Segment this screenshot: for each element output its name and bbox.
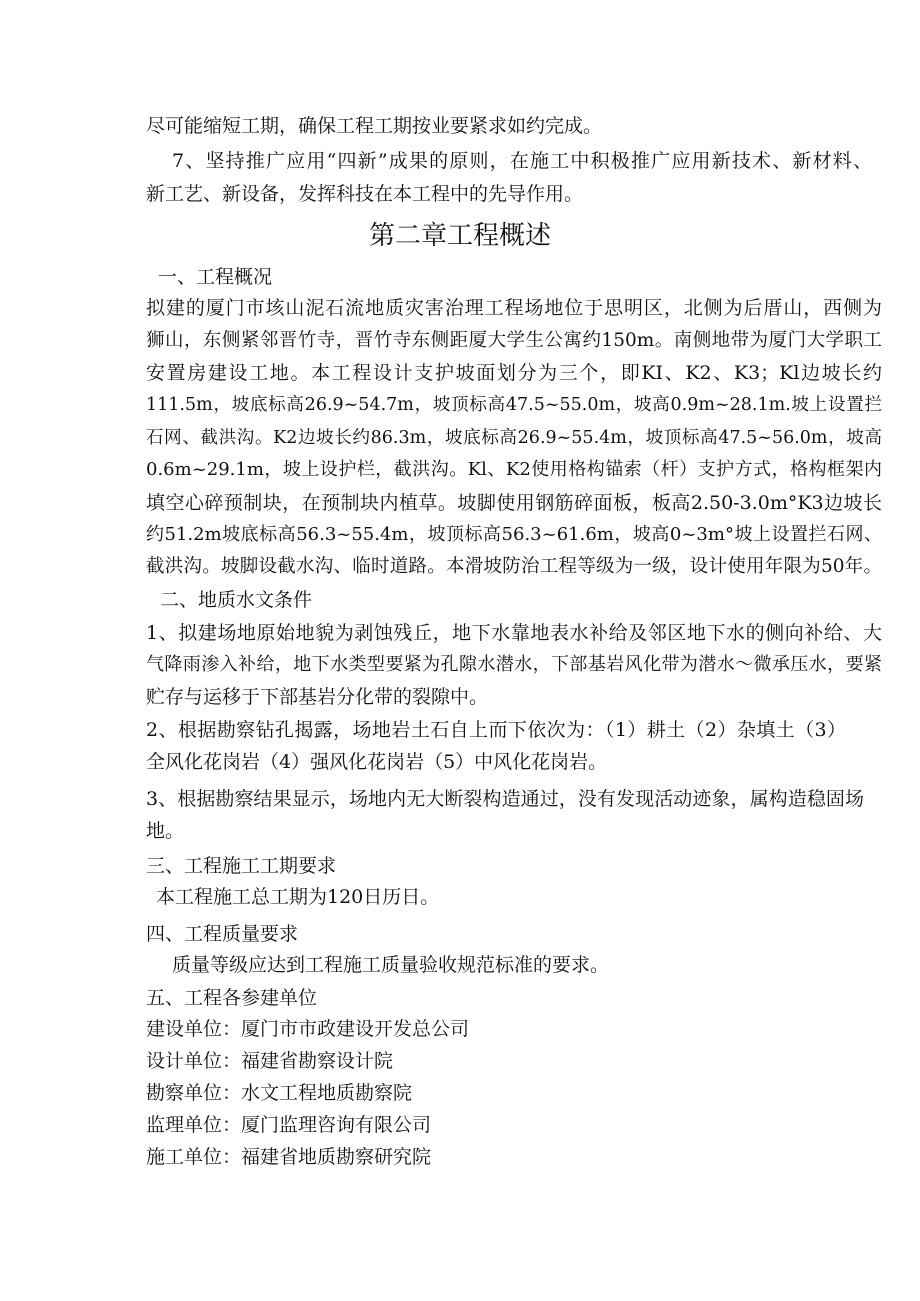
participant-contractor: 施工单位：福建省地质勘察研究院 — [146, 1146, 432, 1168]
section-heading-participants: 五、工程各参建单位 — [146, 987, 318, 1009]
geology-line-5: 全风化花岗岩（4）强风化花岗岩（5）中风化花岗岩。 — [146, 751, 608, 773]
participant-designer: 设计单位：福建省勘察设计院 — [146, 1050, 394, 1072]
section-heading-quality: 四、工程质量要求 — [146, 923, 299, 945]
quality-text: 质量等级应达到工程施工质量验收规范标准的要求。 — [172, 954, 610, 976]
geology-line-7: 地。 — [146, 820, 185, 842]
section-heading-geology: 二、地质水文条件 — [160, 589, 313, 611]
overview-line-5: 石网、截洪沟。K2边坡长约86.3m，坡底标高26.9~55.4m，坡顶标高47.5~56.0m，坡高 — [146, 428, 882, 448]
intro-line-3: 新工艺、新设备，发挥科技在本工程中的先导作用。 — [146, 183, 584, 205]
participant-owner: 建设单位：厦门市市政建设开发总公司 — [146, 1018, 470, 1040]
overview-line-6: 0.6m~29.1m，坡上设护栏，截洪沟。Kl、K2使用格构锚索（杆）支护方式，格构框架内 — [146, 459, 882, 480]
chapter-title: 第二章工程概述 — [368, 221, 551, 251]
overview-line-8: 约51.2m坡底标高56.3~55.4m，坡顶标高56.3~61.6m，坡高0~3m°坡上设置拦石网、 — [146, 524, 882, 545]
overview-line-7: 填空心碎预制块，在预制块内植草。坡脚使用钢筋碎面板，板高2.50-3.0m°K3边坡长 — [146, 492, 882, 514]
geology-line-3: 贮存与运移于下部基岩分化带的裂隙中。 — [146, 686, 489, 708]
geology-line-4: 2、根据勘察钻孔揭露，场地岩土石自上而下依次为：（1）耕土（2）杂填土（3） — [146, 719, 846, 741]
overview-line-1: 拟建的厦门市垓山泥石流地质灾害治理工程场地位于思明区，北侧为后厝山，西侧为 — [146, 297, 882, 319]
overview-line-9: 截洪沟。坡脚设截水沟、临时道路。本滑坡防治工程等级为一级，设计使用年限为50年。 — [146, 556, 882, 577]
overview-line-3: 安置房建设工地。本工程设计支护坡面划分为三个，即KI、K2、K3；Kl边坡长约 — [146, 362, 882, 384]
overview-line-4: 111.5m，坡底标高26.9~54.7m，坡顶标高47.5~55.0m，坡高0.9m~28.1m.坡上设置拦 — [146, 395, 882, 415]
geology-line-2: 气降雨渗入补给，地下水类型要紧为孔隙水潜水，下部基岩风化带为潜水～微承压水，要紧 — [146, 654, 882, 675]
section-heading-overview: 一、工程概况 — [158, 266, 273, 288]
schedule-text: 本工程施工总工期为120日历日。 — [156, 886, 440, 908]
participant-surveyor: 勘察单位：水文工程地质勘察院 — [146, 1082, 413, 1104]
overview-line-2: 狮山，东侧紧邻晋竹寺，晋竹寺东侧距厦大学生公寓约150m。南侧地带为厦门大学职工 — [146, 330, 882, 351]
geology-line-1: 1、拟建场地原始地貌为剥蚀残丘，地下水靠地表水补给及邻区地下水的侧向补给、大 — [146, 622, 882, 644]
intro-line-2: 7、坚持推广应用“四新”成果的原则，在施工中积极推广应用新技术、新材料、 — [172, 150, 872, 172]
geology-line-6: 3、根据勘察结果显示，场地内无大断裂构造通过，没有发现活动迹象，属构造稳固场 — [146, 788, 864, 810]
section-heading-schedule: 三、工程施工工期要求 — [146, 855, 337, 877]
participant-supervisor: 监理单位：厦门监理咨询有限公司 — [146, 1114, 432, 1136]
intro-line-1: 尽可能缩短工期，确保工程工期按业要紧求如约完成。 — [146, 115, 603, 137]
